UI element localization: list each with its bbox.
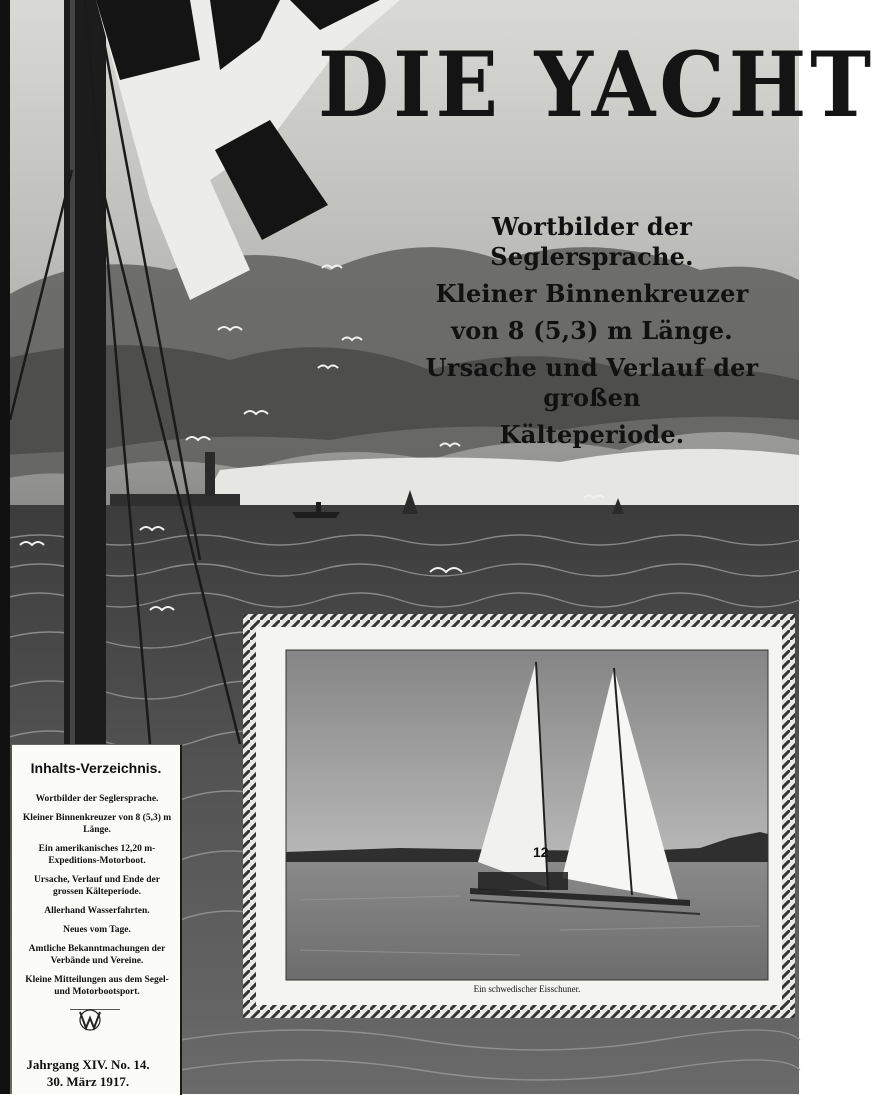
toc-item: Ursache, Verlauf und Ende der grossen Kälteperiode. bbox=[34, 875, 160, 897]
sail-number: 12 bbox=[533, 844, 549, 860]
toc-item: Allerhand Wasserfahrten. bbox=[44, 906, 150, 916]
page-edge bbox=[0, 0, 10, 1094]
lighthouse bbox=[205, 452, 215, 496]
publisher-emblem-icon bbox=[74, 1008, 106, 1032]
toc-item: Kleine Mitteilungen aus dem Segel- und Motorbootsport. bbox=[25, 975, 169, 997]
steamer bbox=[292, 512, 340, 518]
headline: Kleiner Binnenkreuzer bbox=[435, 279, 749, 308]
toc-item: Kleiner Binnenkreuzer von 8 (5,3) m Länge. bbox=[22, 813, 172, 835]
toc-list bbox=[18, 793, 176, 1005]
headline: Ursache und Verlauf der großen bbox=[425, 353, 759, 412]
toc-item: Wortbilder der Seglersprache. bbox=[35, 794, 159, 804]
headline: von 8 (5,3) m Länge. bbox=[451, 316, 733, 345]
headline: Kälteperiode. bbox=[499, 420, 685, 449]
issue-volume-number: Jahrgang XIV. No. 14. bbox=[26, 1057, 150, 1072]
steamer-funnel bbox=[316, 502, 321, 512]
cover-headlines bbox=[392, 212, 792, 450]
mast-highlight bbox=[70, 0, 75, 744]
toc-title: Inhalts-Verzeichnis. bbox=[30, 760, 162, 776]
toc-item: Neues vom Tage. bbox=[63, 925, 131, 935]
issue-info bbox=[0, 1056, 176, 1090]
toc-item: Ein amerikanisches 12,20 m-Expeditions-Motorboot. bbox=[38, 844, 156, 866]
issue-date: 30. März 1917. bbox=[46, 1074, 130, 1089]
photo-caption: Ein schwedischer Eisschuner. bbox=[473, 984, 581, 994]
masthead-title: DIE YACHT bbox=[318, 32, 875, 138]
table-of-contents bbox=[12, 744, 182, 1095]
headline: Wortbilder der Seglersprache. bbox=[490, 212, 694, 271]
toc-item: Amtliche Bekanntmachungen der Verbände und Vereine. bbox=[28, 944, 166, 966]
